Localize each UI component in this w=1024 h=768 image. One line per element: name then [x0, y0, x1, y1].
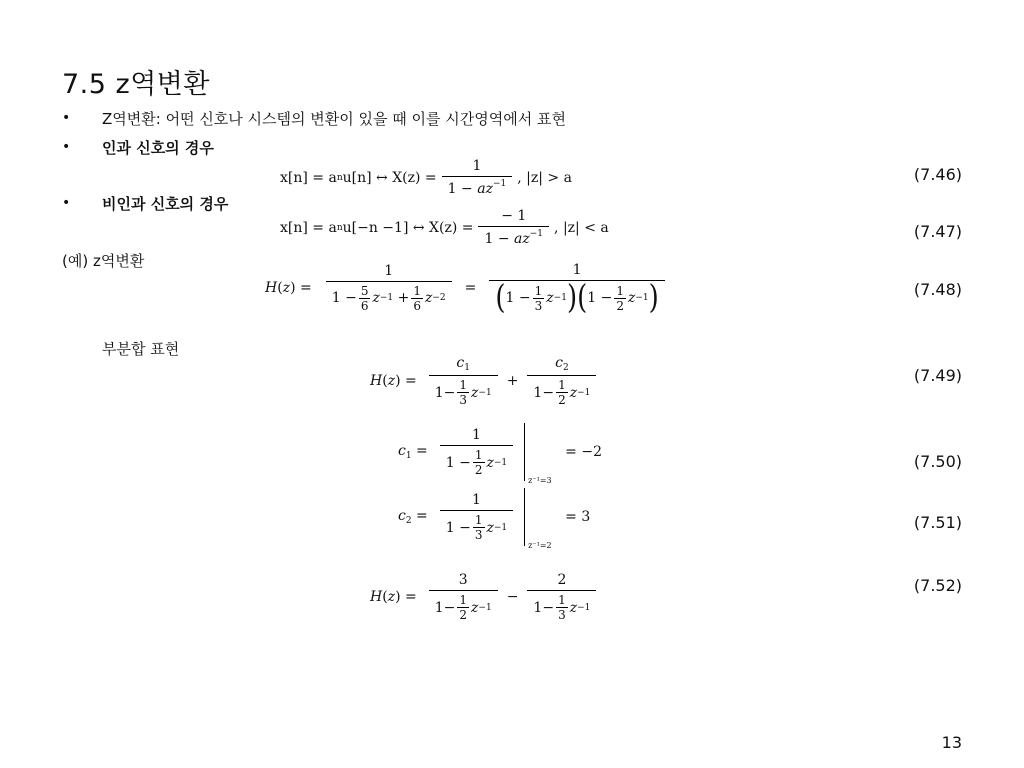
- eq-number-7-49: (7.49): [913, 366, 962, 385]
- slide-title: 7.5 z역변환: [62, 69, 210, 100]
- eq47-condition: , |z| < a: [554, 219, 609, 236]
- eq-number-7-47: (7.47): [913, 222, 962, 241]
- eq50-eval-limit: z⁻¹=3: [528, 476, 552, 485]
- equation-7-48: H(z) = 1 1 − $\frac{5}{6}$ z −1 + $\frac{1}{6}$ z −2 = 1 ( 1 − $\frac{1}{3}$ z −1 ) ( 1 − $\frac{1}{2}$ z −1 ): [265, 262, 670, 313]
- equation-7-51: $c_2$ = 1 1 − $\frac{1}{3}$ z −1 z⁻¹=2 = 3: [398, 488, 590, 546]
- partial-fraction-label: 부분합 표현: [102, 340, 180, 358]
- example-label: (예) z역변환: [62, 252, 145, 270]
- eq46-rhs: u[n] ↔ X(z) =: [342, 169, 437, 186]
- eq-number-7-48: (7.48): [913, 280, 962, 299]
- equation-7-46: x[n] = a n u[n] ↔ X(z) = $\frac{1}{1 - az^{-1}}$ , |z| > a: [280, 158, 572, 197]
- bullet-3-text: 비인과 신호의 경우: [102, 195, 229, 213]
- eq46-condition: , |z| > a: [517, 169, 572, 186]
- bullet-1-marker: •: [62, 110, 71, 126]
- eq-number-7-50: (7.50): [913, 452, 962, 471]
- bullet-1-text: Z역변환: 어떤 신호나 시스템의 변환이 있을 때 이를 시간영역에서 표현: [102, 110, 566, 128]
- eq50-value: = −2: [565, 444, 602, 460]
- equation-7-49: H(z) = $c_1$ 1− $\frac{1}{3}$ z −1 + $c_2$ 1− $\frac{1}{2}$ z −1: [370, 355, 601, 407]
- eq-number-7-46: (7.46): [913, 165, 962, 184]
- page-number: 13: [941, 733, 962, 752]
- bullet-2-marker: •: [62, 139, 71, 155]
- eq46-lhs: x[n] = a: [280, 169, 337, 186]
- eq51-value: = 3: [565, 509, 591, 525]
- equation-7-50: $c_1$ = 1 1 − $\frac{1}{2}$ z −1 z⁻¹=3 = −2: [398, 423, 602, 481]
- eq47-lhs: x[n] = a: [280, 219, 337, 236]
- bullet-3-marker: •: [62, 195, 71, 211]
- bullet-2-text: 인과 신호의 경우: [102, 139, 214, 157]
- eq-number-7-51: (7.51): [913, 513, 962, 532]
- eq51-eval-limit: z⁻¹=2: [528, 541, 552, 550]
- eq47-rhs: u[−n −1] ↔ X(z) =: [342, 219, 474, 236]
- equation-7-47: x[n] = a n u[−n −1] ↔ X(z) = $\frac{- 1}{1 - az^{-1}}$ , |z| < a: [280, 208, 609, 247]
- equation-7-52: H(z) = 3 1− $\frac{1}{2}$ z −1 − 2 1− $\frac{1}{3}$ z −1: [370, 572, 601, 622]
- eq-number-7-52: (7.52): [913, 576, 962, 595]
- eq47-numerator: − 1: [501, 208, 527, 224]
